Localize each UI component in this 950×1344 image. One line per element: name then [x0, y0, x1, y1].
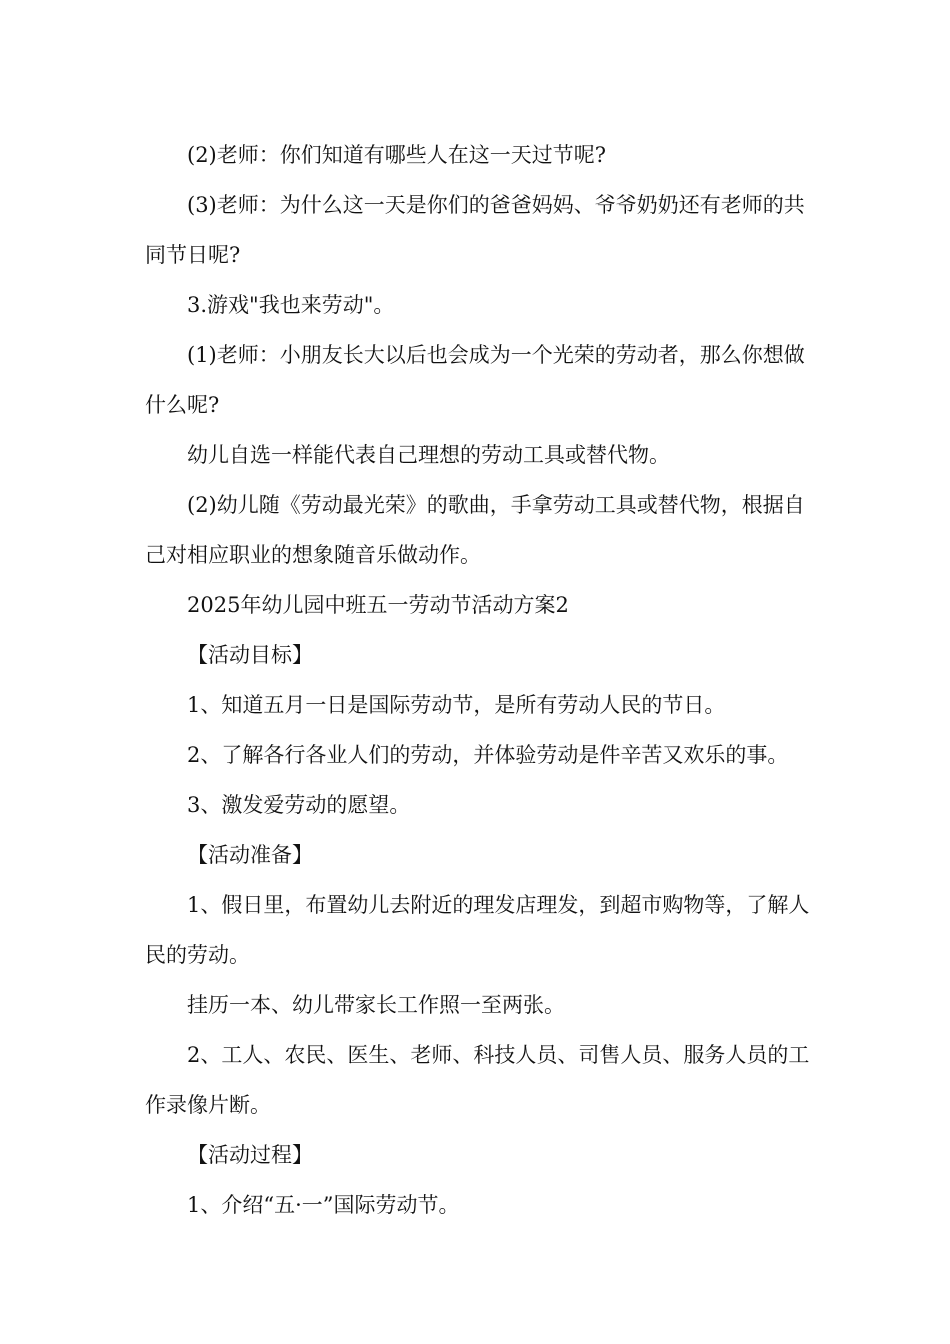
paragraph: 挂历一本、幼儿带家长工作照一至两张。 [187, 993, 565, 1017]
paragraph: (2)老师：你们知道有哪些人在这一天过节呢? [187, 143, 607, 167]
list-item: 1、知道五月一日是国际劳动节，是所有劳动人民的节日。 [187, 693, 726, 717]
document-body [145, 130, 817, 1230]
list-item: 2、工人、农民、医生、老师、科技人员、司售人员、服务人员的工作录像片断。 [145, 1043, 810, 1117]
list-item: 2、了解各行各业人们的劳动，并体验劳动是件辛苦又欢乐的事。 [187, 743, 789, 767]
section-heading: 【活动目标】 [187, 643, 313, 667]
section-heading: 【活动准备】 [187, 843, 313, 867]
paragraph: (1)老师：小朋友长大以后也会成为一个光荣的劳动者，那么你想做什么呢? [145, 343, 805, 417]
list-item: 3、激发爱劳动的愿望。 [187, 793, 411, 817]
paragraph: (2)幼儿随《劳动最光荣》的歌曲，手拿劳动工具或替代物，根据自己对相应职业的想象随音乐做动作。 [145, 493, 805, 567]
section-title: 2025年幼儿园中班五一劳动节活动方案2 [187, 593, 569, 617]
paragraph: (3)老师：为什么这一天是你们的爸爸妈妈、爷爷奶奶还有老师的共同节日呢? [145, 193, 805, 267]
list-item: 1、介绍“五·一”国际劳动节。 [187, 1193, 460, 1217]
paragraph: 3.游戏"我也来劳动"。 [187, 293, 395, 317]
section-heading: 【活动过程】 [187, 1143, 313, 1167]
paragraph: 幼儿自选一样能代表自己理想的劳动工具或替代物。 [187, 443, 670, 467]
list-item: 1、假日里，布置幼儿去附近的理发店理发，到超市购物等，了解人民的劳动。 [145, 893, 810, 967]
